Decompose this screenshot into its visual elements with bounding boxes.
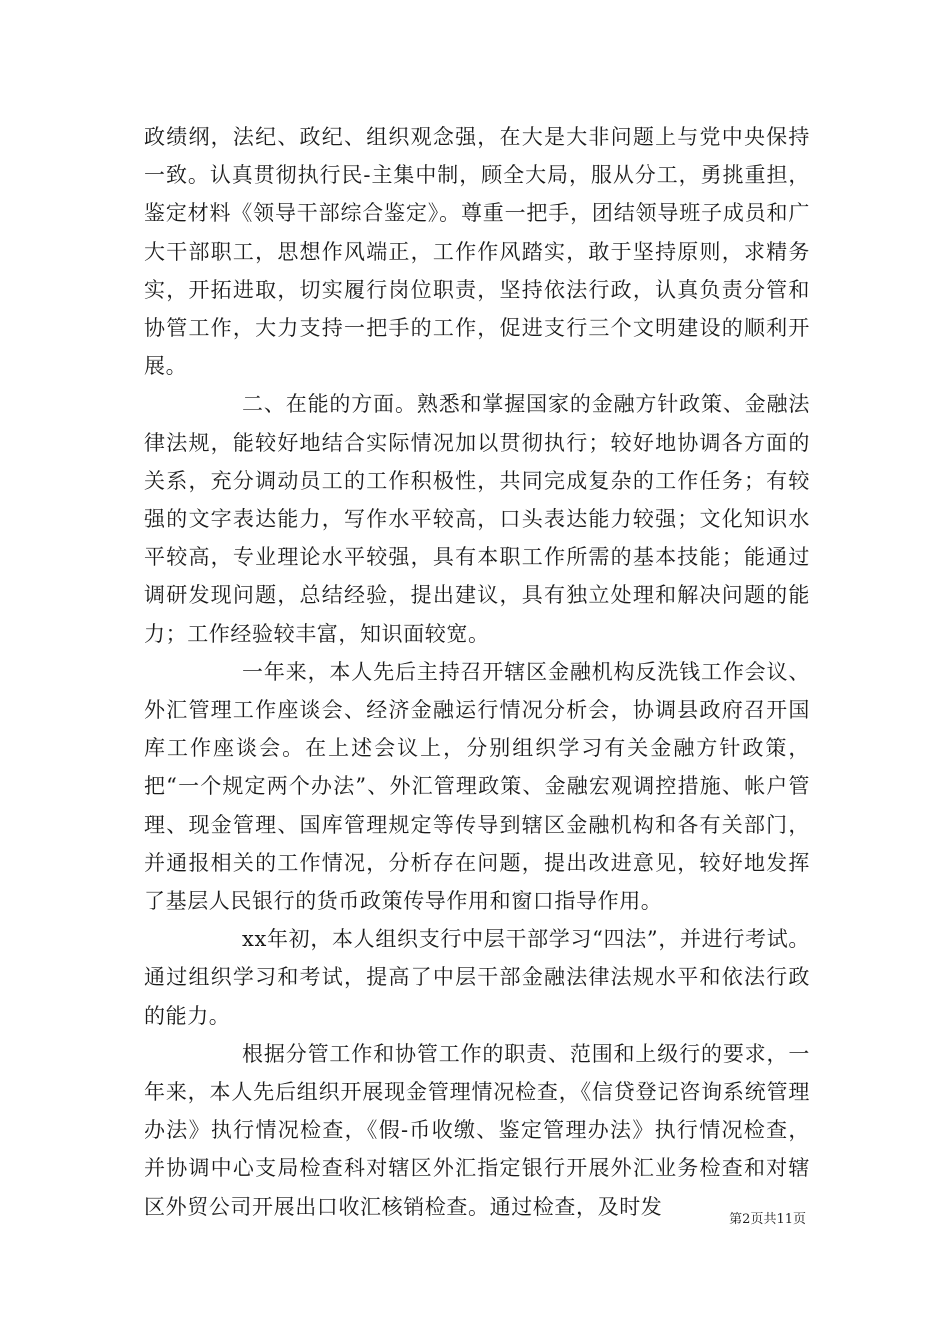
paragraph-2: 二、在能的方面。熟悉和掌握国家的金融方针政策、金融法律法规，能较好地结合实际情况加以贯彻执行；较好地协调各方面的关系，充分调动员工的工作积极性，共同完成复杂的工作任务；有较强的文字表达能力，写作水平较高，口头表达能力较强；文化知识水平较高，专业理论水平较强，具有本职工作所需的基本技能；能通过调研发现问题，总结经验，提出建议，具有独立处理和解决问题的能力；工作经验较丰富，知识面较宽。 [144,392,810,646]
body-text [144,118,810,1226]
paragraph-3: 一年来，本人先后主持召开辖区金融机构反洗钱工作会议、外汇管理工作座谈会、经济金融运行情况分析会，协调县政府召开国库工作座谈会。在上述会议上，分别组织学习有关金融方针政策，把“一个规定两个办法”、外汇管理政策、金融宏观调控措施、帐户管理、现金管理、国库管理规定等传导到辖区金融机构和各有关部门，并通报相关的工作情况，分析存在问题，提出改进意见，较好地发挥了基层人民银行的货币政策传导作用和窗口指导作用。 [144,659,810,914]
paragraph-4: xx年初，本人组织支行中层干部学习“四法”，并进行考试。通过组织学习和考试，提高了中层干部金融法律法规水平和依法行政的能力。 [144,927,810,1028]
paragraph-1: 政绩纲，法纪、政纪、组织观念强，在大是大非问题上与党中央保持一致。认真贯彻执行民-主集中制，顾全大局，服从分工，勇挑重担，鉴定材料《领导干部综合鉴定》。尊重一把手，团结领导班子成员和广大干部职工，思想作风端正，工作作风踏实，敢于坚持原则，求精务实，开拓进取，切实履行岗位职责，坚持依法行政，认真负责分管和协管工作，大力支持一把手的工作，促进支行三个文明建设的顺利开展。 [144,125,810,379]
page-number-footer: 第2页共11页 [729,1212,806,1227]
paragraph-5: 根据分管工作和协管工作的职责、范围和上级行的要求，一年来，本人先后组织开展现金管理情况检查，《信贷登记咨询系统管理办法》执行情况检查，《假-币收缴、鉴定管理办法》执行情况检查，并协调中心支局检查科对辖区外汇指定银行开展外汇业务检查和对辖区外贸公司开展出口收汇核销检查。通过检查，及时发 [144,1041,810,1219]
